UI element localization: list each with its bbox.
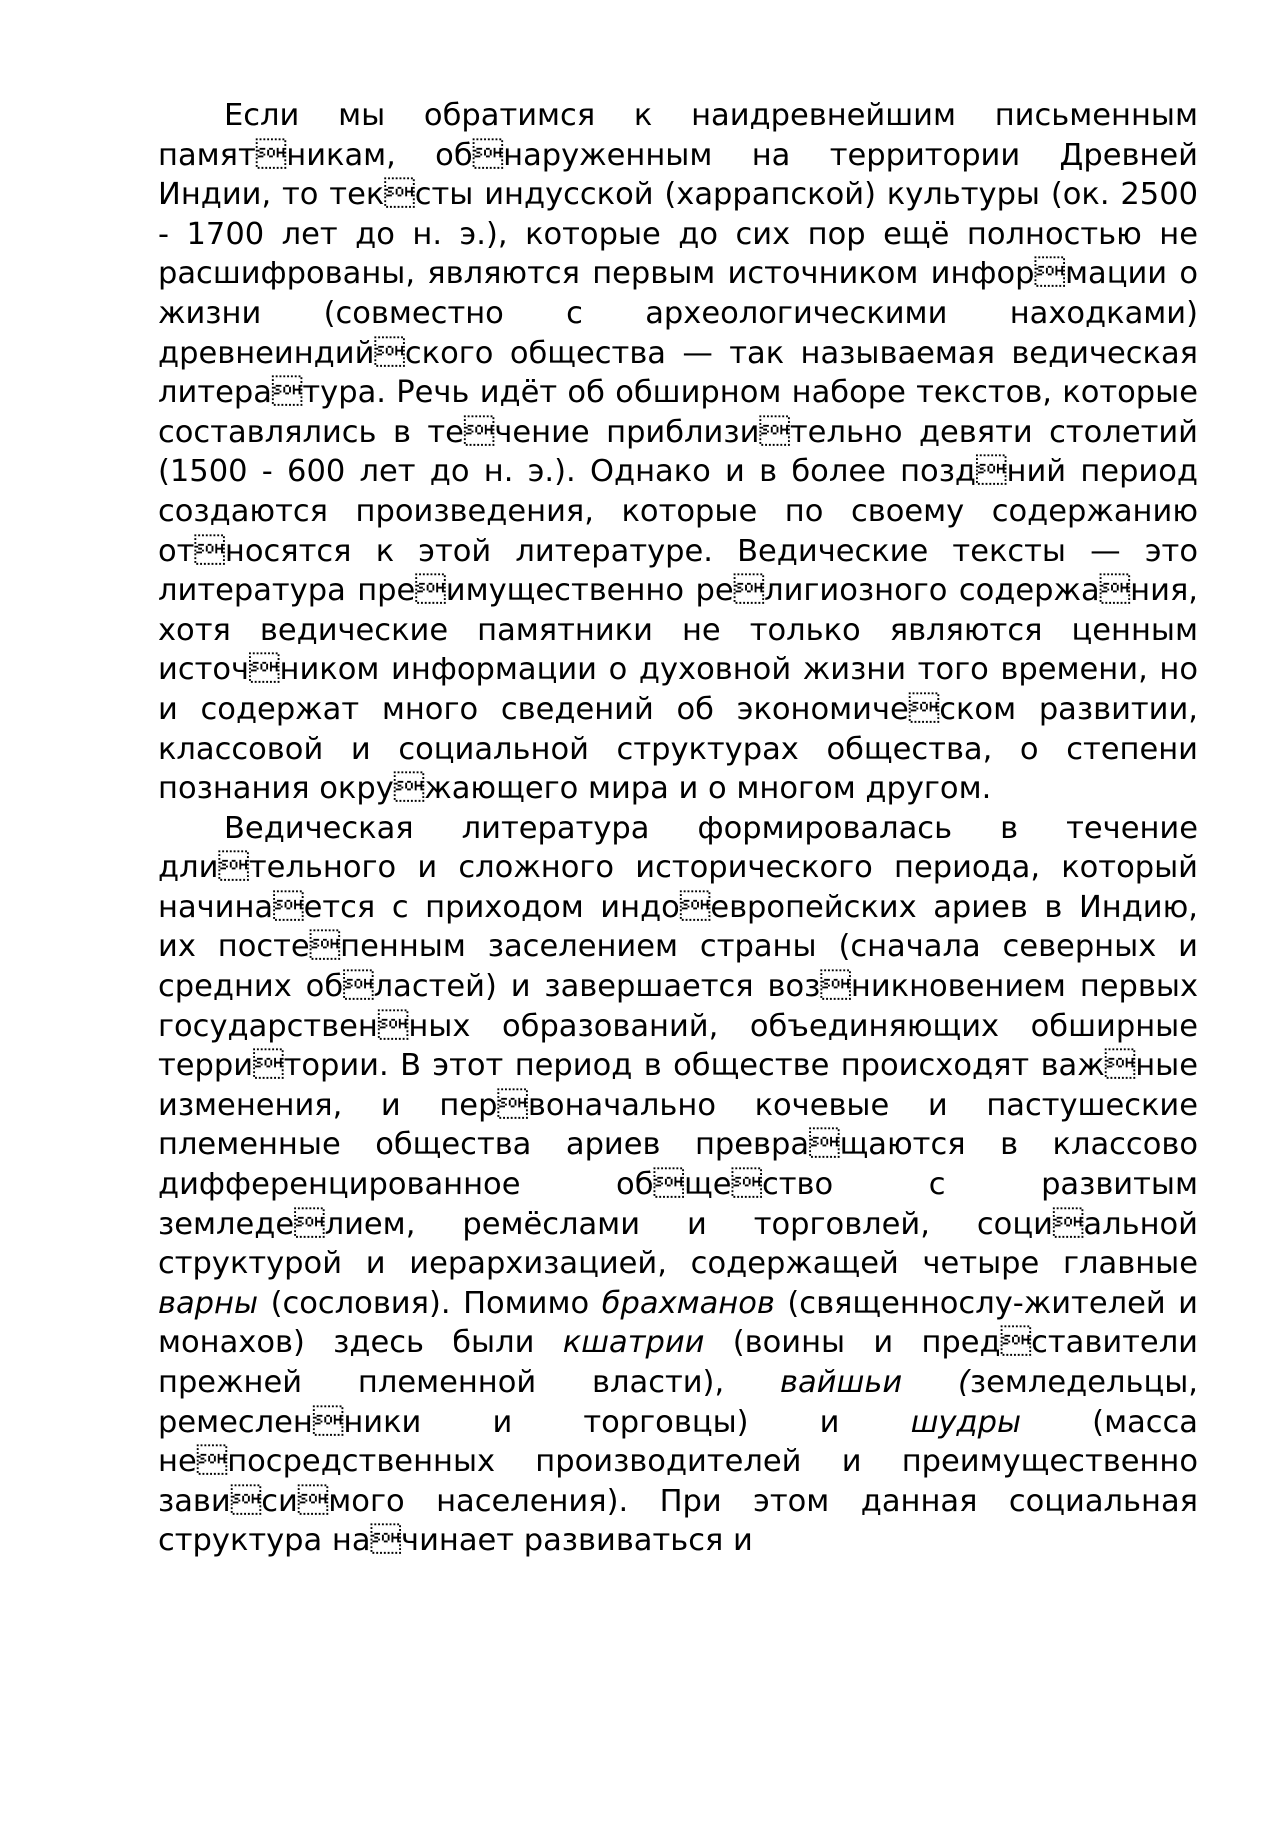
paragraph-2-text: Ведическая литература формировалась в течение длительного и сложного исторического периода, который начинается с приходом индоевропейских ариев в Индию, их постепенным заселением страны (сначала северных и средних областей) и завершается возникновением первых государственных образований, объединяющих обширные территории. В этот период в обществе происходят важные изменения, и первоначально кочевые и пастушеские племенные общества ариев превращаются в классово дифференцированное общество с развитым земледелием, ремёслами и торговлей, социальной структурой и иерархизацией, содержащей четыре главные	[158, 810, 1198, 1282]
term-shudry: шудры	[910, 1404, 1022, 1440]
document-page	[158, 96, 1198, 1561]
term-varny: варны	[158, 1285, 259, 1321]
paragraph-2-text: (священнослу-жителей и монахов) здесь были	[158, 1285, 1198, 1361]
paragraph-2-text: (воины и представители прежней племенной власти),	[158, 1325, 1199, 1400]
paragraph-1: Если мы обратимся к наидревнейшим письменным памятникам, обнаруженным на территории Древней Индии, то тексты индусской (харрапской) культуры (ок. 2500 - 1700 лет до н. э.), которые до сих пор ещё полностью не расшифрованы, являются первым источником информации о жизни (совместно с археологическими находками) древнеиндийского общества — так называемая ведическая литература. Речь идёт об обширном наборе текстов, которые составлялись в течение приблизительно девяти столетий (1500 - 600 лет до н. э.). Однако и в более поздний период создаются произведения, которые по своему содержанию относятся к этой литературе. Ведические тексты — это литература преимущественно религиозного содержания, хотя ведические памятники не только являются ценным источником информации о духовной жизни того времени, но и содержат много сведений об экономическом развитии, классовой и социальной структурах общества, о степени познания окружающего мира и о многом другом.	[158, 98, 1198, 807]
paragraph-2-text: (сословия). Помимо	[258, 1285, 602, 1321]
paragraph-2	[158, 809, 1198, 1561]
term-vaishyi: вайшьи (	[779, 1365, 970, 1400]
term-kshatrii: кшатрии	[562, 1325, 705, 1361]
term-brahmany: брахманов	[601, 1285, 775, 1321]
paragraph-2-text: земледельцы, ремесленники и торговцы) и	[158, 1365, 1198, 1440]
paragraph-2-text: (масса непосредственных производителей и преимущественно зависимого населения). При этом данная социальная структура начинает развиваться и	[158, 1404, 1198, 1559]
